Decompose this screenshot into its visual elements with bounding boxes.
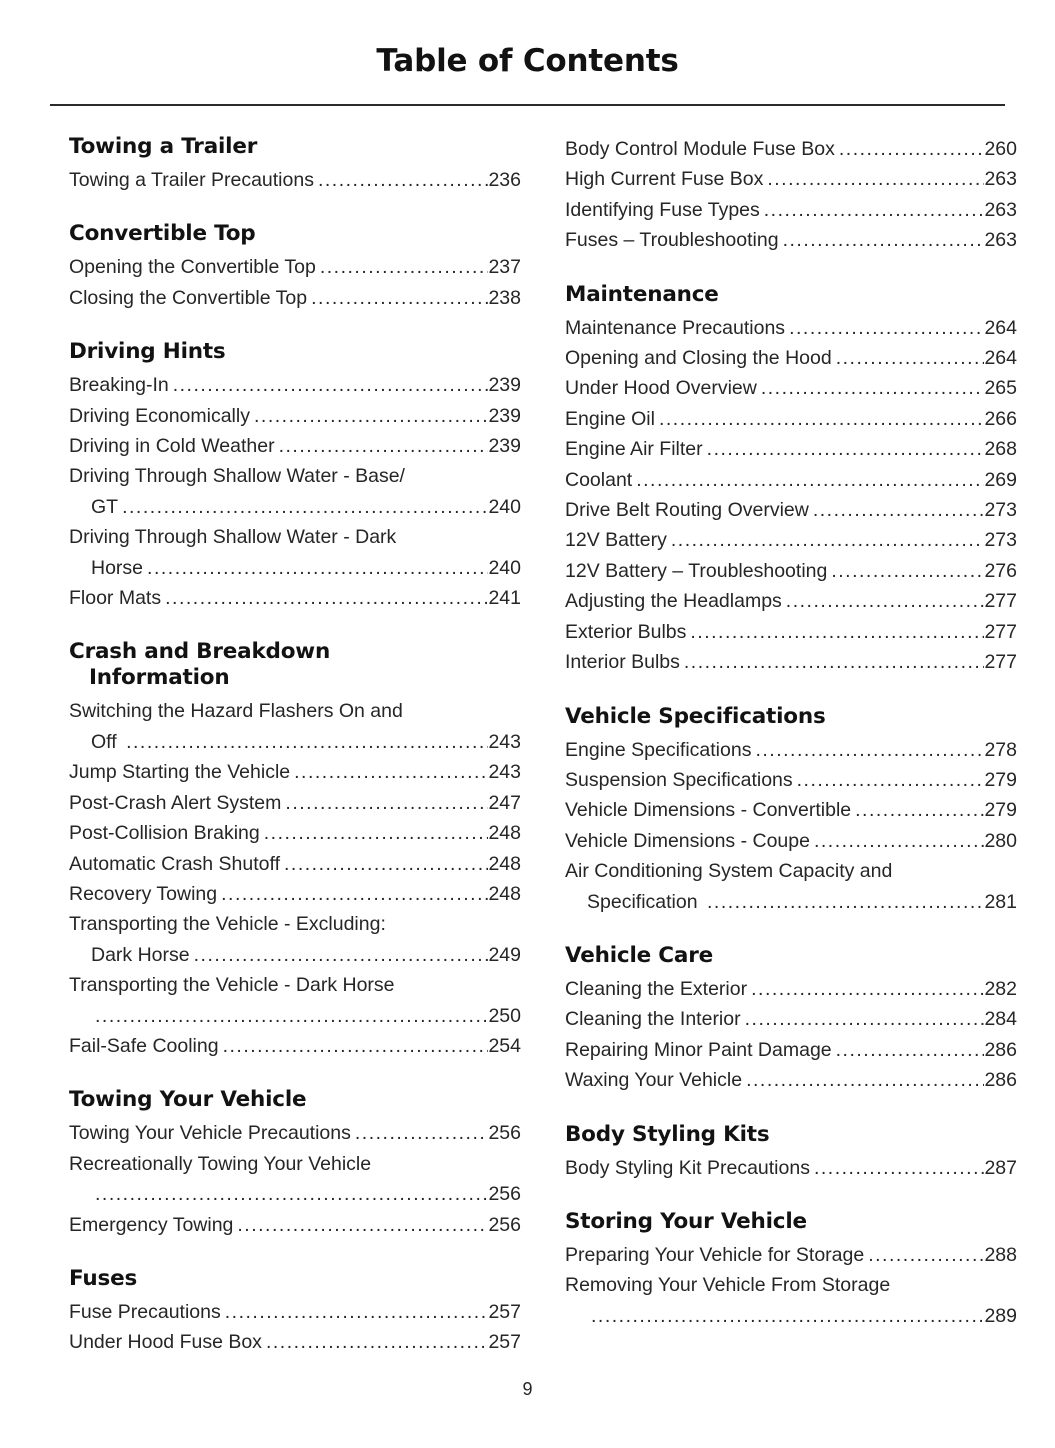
leader-dots [839, 134, 985, 164]
leader-dots [591, 1301, 984, 1331]
toc-entry[interactable] [565, 1035, 1017, 1065]
toc-entry-line [565, 1035, 1017, 1065]
toc-entry-line [69, 370, 521, 400]
toc-entry-title: Exterior Bulbs [565, 620, 687, 643]
toc-entry[interactable] [565, 225, 1017, 255]
toc-entry-line [565, 1240, 1017, 1270]
toc-section [565, 1209, 1017, 1331]
toc-entry-line [69, 1210, 521, 1240]
section-heading: Maintenance [565, 281, 719, 307]
leader-dots [122, 492, 488, 522]
leader-dots [786, 586, 985, 616]
toc-entry[interactable] [69, 1149, 521, 1210]
toc-section [565, 134, 1017, 256]
toc-entry[interactable] [69, 1118, 521, 1148]
toc-entry-page: 273 [984, 499, 1017, 522]
toc-entry-page: 248 [488, 822, 521, 845]
toc-entry[interactable] [69, 461, 521, 522]
toc-entry-title: Recreationally Towing Your Vehicle [69, 1152, 372, 1175]
leader-dots [745, 1004, 985, 1034]
toc-entry-page: 257 [488, 1300, 521, 1323]
toc-entry-title: Engine Air Filter [565, 438, 703, 461]
toc-entry-title: Maintenance Precautions [565, 316, 786, 339]
toc-entry-title: Towing a Trailer Precautions [69, 169, 314, 191]
toc-entry-title: Transporting the Vehicle - Excluding: [69, 913, 386, 936]
toc-entry[interactable] [565, 617, 1017, 647]
toc-entry-title-cont: GT [91, 495, 119, 518]
toc-section [69, 639, 521, 1061]
toc-entry-page: 265 [984, 377, 1017, 400]
leader-dots [95, 1001, 488, 1031]
toc-entry-title: Drive Belt Routing Overview [565, 499, 809, 522]
toc-entry[interactable] [565, 826, 1017, 856]
toc-section [565, 943, 1017, 1096]
toc-entry-line [69, 788, 521, 818]
toc-entry-title-cont: Off [91, 730, 123, 753]
toc-entry[interactable] [69, 431, 521, 461]
toc-entry-page: 264 [984, 316, 1017, 339]
toc-entry[interactable] [565, 647, 1017, 677]
toc-entry-line [565, 343, 1017, 373]
toc-entry-line [69, 1327, 521, 1357]
toc-entry[interactable] [565, 586, 1017, 616]
toc-entry-page: 239 [488, 435, 521, 458]
toc-entry-title: Switching the Hazard Flashers On and [69, 700, 403, 723]
toc-entry-line [69, 283, 521, 313]
toc-entry-page: 243 [488, 761, 521, 784]
toc-entry[interactable] [69, 283, 521, 313]
leader-dots [836, 1035, 985, 1065]
toc-entry-page: 236 [488, 169, 521, 191]
toc-entry-title: Body Control Module Fuse Box [565, 138, 835, 160]
toc-entry-page: 282 [984, 977, 1017, 1000]
section-heading: Towing Your Vehicle [69, 1087, 307, 1113]
toc-entry-line [565, 1065, 1017, 1095]
toc-entry-page: 288 [984, 1243, 1017, 1266]
toc-entry-title: Waxing Your Vehicle [565, 1069, 743, 1092]
leader-dots [690, 617, 984, 647]
toc-entry-page: 263 [984, 198, 1017, 221]
leader-dots [797, 765, 985, 795]
toc-entry-title-cont: Dark Horse [91, 943, 190, 966]
toc-entry-title: Cleaning the Exterior [565, 977, 748, 1000]
leader-dots [636, 465, 984, 495]
toc-entry[interactable] [69, 1327, 521, 1357]
toc-entry-page: 250 [488, 1004, 521, 1027]
toc-section [69, 221, 521, 313]
toc-entry-page: 264 [984, 347, 1017, 370]
toc-entry[interactable] [69, 165, 521, 195]
leader-dots [237, 1210, 488, 1240]
toc-entry-page: 257 [488, 1331, 521, 1354]
leader-dots [831, 556, 984, 586]
toc-entry-line [69, 1118, 521, 1148]
toc-entry-page: 241 [488, 587, 521, 610]
toc-entry-continuation [565, 887, 1017, 917]
toc-entry[interactable] [565, 465, 1017, 495]
toc-entry-line [69, 165, 521, 195]
toc-entry-continuation [565, 1301, 1017, 1331]
toc-entry[interactable] [565, 735, 1017, 765]
leader-dots [813, 495, 985, 525]
leader-dots [707, 434, 985, 464]
toc-entry[interactable] [69, 757, 521, 787]
toc-entry-title-cont: Specification [587, 890, 703, 913]
toc-entry-page: 238 [488, 286, 521, 309]
leader-dots [264, 818, 489, 848]
toc-entry[interactable] [69, 1297, 521, 1327]
toc-entry-line [565, 164, 1017, 194]
toc-entry-title: High Current Fuse Box [565, 168, 764, 191]
toc-entry-title: Air Conditioning System Capacity and [565, 860, 893, 883]
toc-entry-page: 268 [984, 438, 1017, 461]
toc-entry-continuation [69, 553, 521, 583]
section-heading-continuation: Information [89, 665, 230, 691]
leader-dots [659, 404, 984, 434]
toc-entry-page: 286 [984, 1069, 1017, 1092]
toc-entry-line [69, 1297, 521, 1327]
toc-entry[interactable] [565, 1065, 1017, 1095]
toc-entry[interactable] [69, 909, 521, 970]
leader-dots [855, 795, 984, 825]
toc-entry-title: Cleaning the Interior [565, 1008, 741, 1031]
toc-entry-line [565, 313, 1017, 343]
toc-entry-page: 279 [984, 768, 1017, 791]
leader-dots [279, 431, 489, 461]
toc-entry-title: Identifying Fuse Types [565, 198, 760, 221]
toc-entry-page: 287 [984, 1156, 1017, 1179]
toc-entry[interactable] [565, 1270, 1017, 1331]
toc-entry-title: Under Hood Fuse Box [69, 1331, 262, 1354]
leader-dots [173, 370, 489, 400]
page-title: Table of Contents [376, 43, 679, 79]
toc-entry-line [565, 225, 1017, 255]
toc-entry[interactable] [565, 1153, 1017, 1183]
toc-entry-page: 239 [488, 374, 521, 397]
toc-entry[interactable] [565, 974, 1017, 1004]
toc-entry-line [69, 252, 521, 282]
toc-entry[interactable] [565, 1004, 1017, 1034]
section-heading: Vehicle Care [565, 942, 713, 968]
leader-dots [225, 1297, 489, 1327]
toc-entry-continuation [69, 1179, 521, 1209]
toc-entry[interactable] [69, 522, 521, 583]
toc-entry-title: Driving in Cold Weather [69, 435, 275, 458]
toc-entry-title: Interior Bulbs [565, 651, 680, 674]
toc-entry[interactable] [69, 370, 521, 400]
leader-dots [755, 735, 984, 765]
toc-entry-page: 247 [488, 791, 521, 814]
toc-entry-title: Fuses – Troubleshooting [565, 229, 779, 252]
toc-entry[interactable] [565, 795, 1017, 825]
toc-entry[interactable] [565, 765, 1017, 795]
toc-entry-page: 289 [984, 1304, 1017, 1327]
toc-entry-line [565, 1004, 1017, 1034]
toc-entry-page: 254 [488, 1034, 521, 1057]
toc-entry[interactable] [69, 583, 521, 613]
toc-entry-title: Body Styling Kit Precautions [565, 1156, 810, 1179]
toc-entry-page: 277 [984, 620, 1017, 643]
leader-dots [266, 1327, 489, 1357]
toc-entry-title: Floor Mats [69, 587, 162, 610]
toc-entry[interactable] [565, 434, 1017, 464]
toc-entry-title: Coolant [565, 468, 633, 491]
toc-entry[interactable] [565, 134, 1017, 164]
toc-entry-page: 278 [984, 738, 1017, 761]
leader-dots [868, 1240, 984, 1270]
section-heading: Crash and Breakdown Information [69, 639, 521, 691]
toc-entry-title: Removing Your Vehicle From Storage [565, 1274, 891, 1297]
section-heading: Convertible Top [69, 221, 256, 247]
toc-entry-title: Vehicle Dimensions - Convertible [565, 799, 852, 822]
toc-entry-page: 248 [488, 882, 521, 905]
toc-section [565, 704, 1017, 917]
toc-entry-page: 256 [488, 1183, 521, 1206]
leader-dots [95, 1179, 488, 1209]
section-heading: Towing a Trailer [69, 134, 258, 159]
toc-entry-title: Automatic Crash Shutoff [69, 852, 280, 875]
toc-entry-line [565, 434, 1017, 464]
leader-dots [814, 826, 984, 856]
toc-entry[interactable] [69, 401, 521, 431]
section-heading: Storing Your Vehicle [565, 1208, 807, 1234]
toc-entry-line [69, 431, 521, 461]
leader-dots [221, 879, 488, 909]
toc-entry[interactable] [69, 818, 521, 848]
leader-dots [147, 553, 488, 583]
leader-dots [814, 1153, 984, 1183]
leader-dots [789, 313, 984, 343]
toc-section [565, 282, 1017, 678]
leader-dots [671, 525, 985, 555]
leader-dots [126, 727, 488, 757]
leader-dots [165, 583, 488, 613]
toc-entry-title: Fuse Precautions [69, 1300, 221, 1323]
toc-entry-title: Engine Oil [565, 407, 655, 430]
leader-dots [285, 788, 488, 818]
toc-entry-title: Under Hood Overview [565, 377, 757, 400]
toc-entry-line [69, 1031, 521, 1061]
toc-entry[interactable] [565, 404, 1017, 434]
toc-entry[interactable] [565, 164, 1017, 194]
toc-entry-page: 266 [984, 407, 1017, 430]
toc-entry-continuation [69, 1001, 521, 1031]
toc-entry-line [69, 583, 521, 613]
toc-entry-title: Adjusting the Headlamps [565, 590, 782, 613]
toc-entry-title: Post-Crash Alert System [69, 791, 282, 814]
section-heading: Driving Hints [69, 339, 226, 365]
toc-entry-title: Transporting the Vehicle - Dark Horse [69, 974, 395, 997]
toc-entry[interactable] [565, 525, 1017, 555]
toc-entry-page: 269 [984, 468, 1017, 491]
toc-entry[interactable] [565, 495, 1017, 525]
toc-entry-page: 248 [488, 852, 521, 875]
section-heading: Vehicle Specifications [565, 703, 826, 729]
toc-entry-page: 284 [984, 1008, 1017, 1031]
toc-entry-line [69, 849, 521, 879]
toc-entry-page: 277 [984, 651, 1017, 674]
toc-entry-title: 12V Battery – Troubleshooting [565, 559, 828, 582]
leader-dots [355, 1118, 489, 1148]
toc-entry-page: 237 [488, 256, 521, 279]
toc-section [565, 1122, 1017, 1183]
toc-entry-line [565, 465, 1017, 495]
toc-entry[interactable] [565, 856, 1017, 917]
toc-entry-page: 280 [984, 829, 1017, 852]
toc-entry-title: Engine Specifications [565, 738, 752, 761]
toc-entry[interactable] [565, 195, 1017, 225]
toc-entry[interactable] [69, 788, 521, 818]
section-heading: Fuses [69, 1265, 138, 1291]
toc-entry-title: Opening the Convertible Top [69, 256, 316, 279]
toc-entry-line [69, 818, 521, 848]
toc-entry-line [565, 826, 1017, 856]
toc-entry-title: Opening and Closing the Hood [565, 347, 832, 370]
toc-entry[interactable] [565, 1240, 1017, 1270]
toc-entry-title: Recovery Towing [69, 882, 218, 905]
leader-dots [783, 225, 985, 255]
leader-dots [284, 849, 488, 879]
page-number: 9 [522, 1379, 533, 1399]
toc-entry-title: Fail-Safe Cooling [69, 1034, 219, 1057]
toc-entry-title: Breaking-In [69, 374, 169, 397]
toc-entry[interactable] [565, 373, 1017, 403]
leader-dots [294, 757, 488, 787]
toc-entry-page: 256 [488, 1122, 521, 1145]
toc-entry-page: 263 [984, 229, 1017, 252]
toc-entry-page: 277 [984, 590, 1017, 613]
toc-entry-line [565, 373, 1017, 403]
leader-dots [223, 1031, 489, 1061]
leader-dots [311, 283, 488, 313]
toc-entry-continuation [69, 940, 521, 970]
toc-entry-line [565, 795, 1017, 825]
toc-entry[interactable] [69, 970, 521, 1031]
section-heading: Body Styling Kits [565, 1121, 770, 1147]
toc-entry-title: 12V Battery [565, 529, 667, 552]
toc-entry-page: 276 [984, 559, 1017, 582]
toc-entry[interactable] [69, 849, 521, 879]
toc-entry-line [565, 134, 1017, 164]
toc-entry-page: 240 [488, 556, 521, 579]
toc-entry-line [565, 735, 1017, 765]
leader-dots [761, 373, 985, 403]
toc-entry[interactable] [69, 696, 521, 757]
toc-section [69, 1087, 521, 1240]
toc-entry-line [565, 404, 1017, 434]
leader-dots [254, 401, 488, 431]
toc-entry-line [565, 495, 1017, 525]
toc-entry-line [565, 974, 1017, 1004]
leader-dots [746, 1065, 984, 1095]
toc-entry-line [69, 401, 521, 431]
toc-entry-title: Vehicle Dimensions - Coupe [565, 829, 810, 852]
toc-entry-page: 279 [984, 799, 1017, 822]
toc-entry-title: Post-Collision Braking [69, 822, 260, 845]
toc-entry-title: Towing Your Vehicle Precautions [69, 1122, 351, 1145]
toc-entry-page: 249 [488, 943, 521, 966]
leader-dots [751, 974, 984, 1004]
toc-section [69, 339, 521, 613]
toc-entry-page: 243 [488, 730, 521, 753]
toc-entry[interactable] [565, 313, 1017, 343]
toc-entry[interactable] [69, 879, 521, 909]
toc-entry-line [565, 525, 1017, 555]
toc-entry-title: Driving Through Shallow Water - Dark [69, 526, 397, 549]
toc-entry-title-cont: Horse [91, 556, 144, 579]
toc-entry-title: Suspension Specifications [565, 768, 793, 791]
right-column [565, 134, 1017, 1358]
leader-dots [707, 887, 984, 917]
toc-entry-title: Driving Economically [69, 404, 250, 427]
toc-entry-page: 273 [984, 529, 1017, 552]
toc-entry[interactable] [69, 252, 521, 282]
document-header [0, 0, 1055, 78]
toc-section [69, 134, 521, 195]
toc-entry-line [565, 765, 1017, 795]
leader-dots [320, 252, 489, 282]
leader-dots [318, 165, 489, 195]
toc-entry-continuation [69, 727, 521, 757]
toc-entry-line [565, 617, 1017, 647]
leader-dots [684, 647, 985, 677]
toc-entry-line [565, 586, 1017, 616]
toc-entry-line [565, 195, 1017, 225]
toc-entry-line [69, 879, 521, 909]
toc-entry-continuation [69, 492, 521, 522]
leader-dots [194, 940, 489, 970]
toc-entry-title: Driving Through Shallow Water - Base/ [69, 465, 405, 488]
toc-entry[interactable] [565, 556, 1017, 586]
toc-entry-title: Emergency Towing [69, 1213, 234, 1236]
toc-entry-title: Closing the Convertible Top [69, 286, 308, 309]
toc-entry-page: 260 [984, 138, 1017, 160]
leader-dots [836, 343, 985, 373]
toc-entry[interactable] [565, 343, 1017, 373]
toc-entry-page: 240 [488, 495, 521, 518]
toc-entry[interactable] [69, 1210, 521, 1240]
toc-entry-title: Preparing Your Vehicle for Storage [565, 1243, 865, 1266]
toc-entry-page: 263 [984, 168, 1017, 191]
toc-entry-line [565, 647, 1017, 677]
toc-entry-line [69, 757, 521, 787]
toc-columns [0, 134, 1055, 1358]
toc-entry-title: Repairing Minor Paint Damage [565, 1038, 832, 1061]
toc-entry-page: 256 [488, 1213, 521, 1236]
toc-entry-title: Jump Starting the Vehicle [69, 761, 291, 784]
toc-section [69, 1266, 521, 1358]
leader-dots [764, 195, 985, 225]
leader-dots [767, 164, 984, 194]
toc-entry-line [565, 1153, 1017, 1183]
toc-entry-page: 281 [984, 890, 1017, 913]
toc-entry-page: 286 [984, 1038, 1017, 1061]
toc-entry-line [565, 556, 1017, 586]
toc-entry-page: 239 [488, 404, 521, 427]
toc-entry[interactable] [69, 1031, 521, 1061]
left-column [69, 134, 521, 1358]
header-divider [50, 104, 1005, 106]
